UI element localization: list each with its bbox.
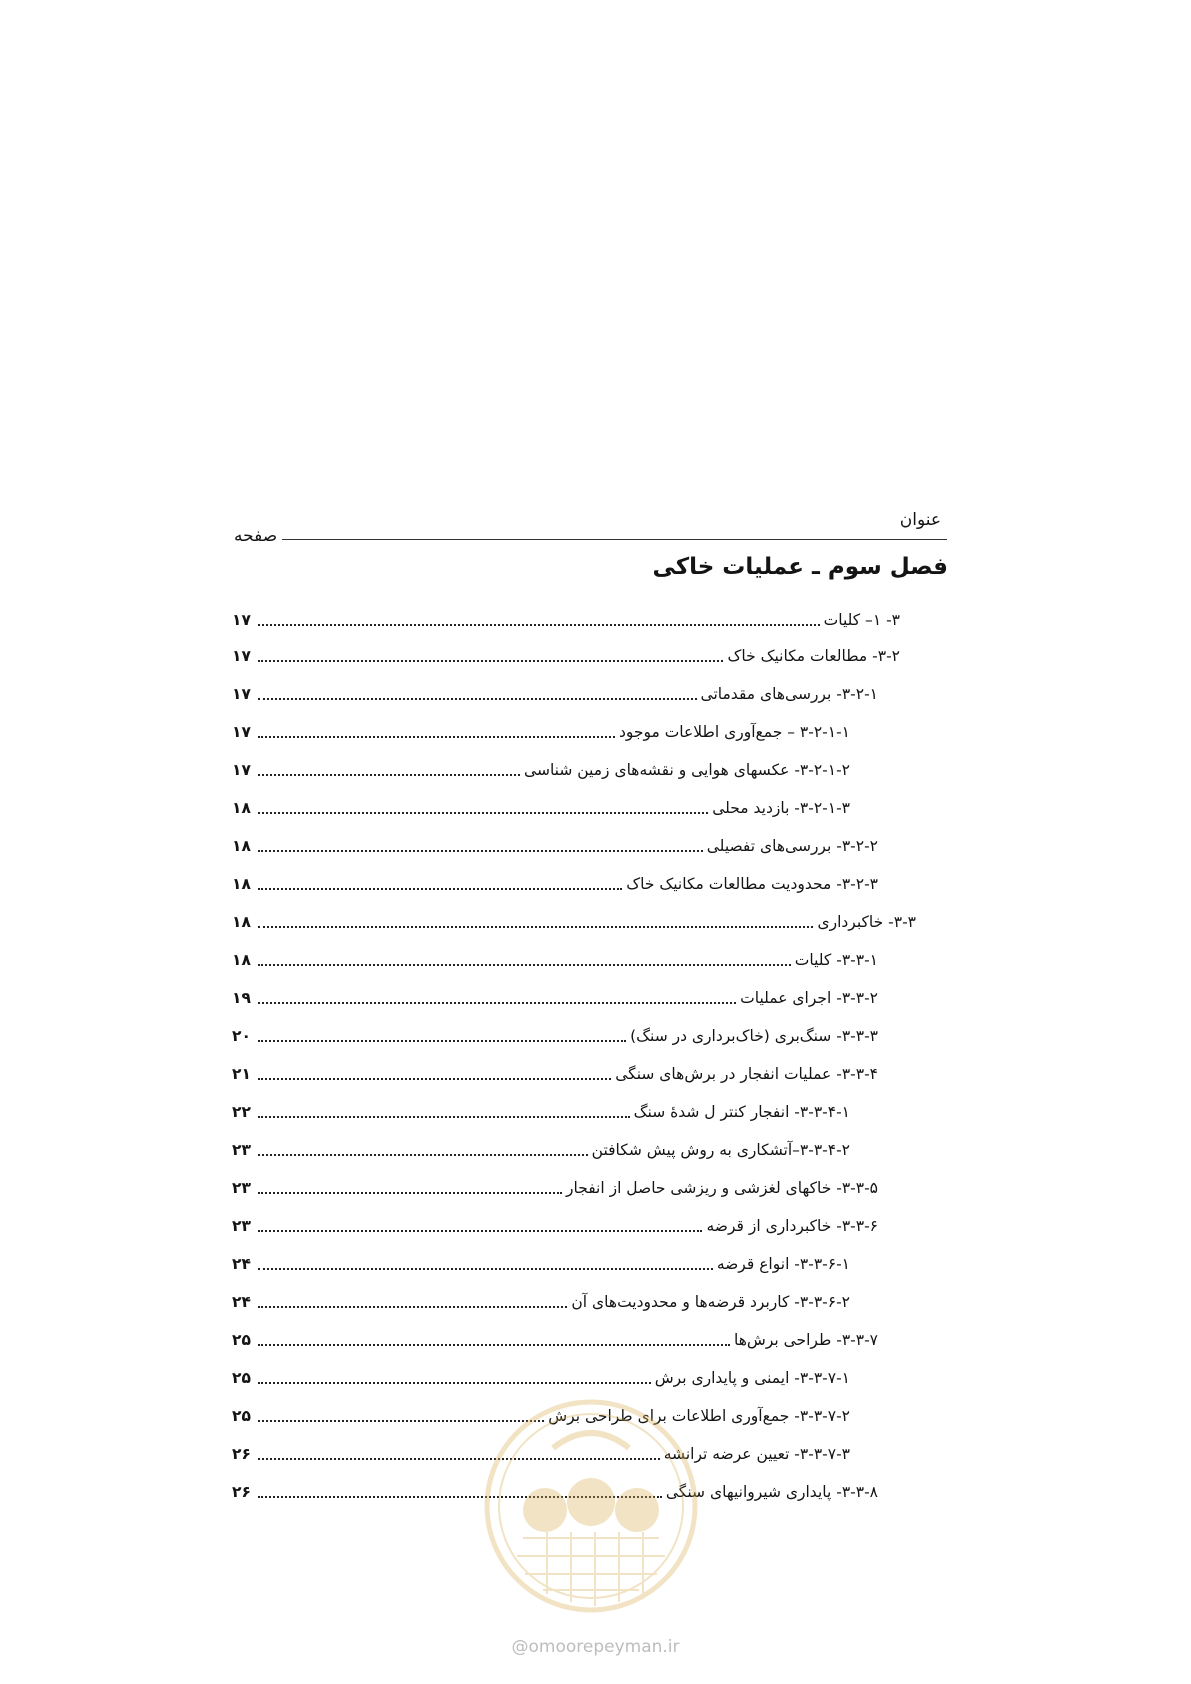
toc-leader-dots: [258, 887, 622, 890]
toc-entry-title: ۳-۳-۷- طراحی برش‌ها: [734, 1331, 878, 1349]
toc-leader-dots: [258, 623, 820, 626]
toc-entry-page: ۲۳: [232, 1141, 251, 1159]
toc-leader-dots: [258, 1229, 702, 1232]
toc-entry: [232, 1092, 850, 1122]
toc-leader-dots: [258, 1343, 730, 1346]
toc-entry: [232, 674, 878, 704]
toc-entry-page: ۲۴: [232, 1293, 251, 1311]
toc-entry: [232, 600, 900, 630]
toc-leader-dots: [258, 773, 520, 776]
header-page-label: صفحه: [234, 526, 278, 546]
toc-entry-page: ۲۰: [232, 1027, 251, 1045]
toc-entry-page: ۱۸: [232, 875, 251, 893]
toc-entry: [232, 788, 850, 818]
toc-leader-dots: [258, 1381, 651, 1384]
publisher-seal-icon: [483, 1398, 699, 1614]
toc-entry: [232, 940, 878, 970]
toc-entry-page: ۲۵: [232, 1331, 251, 1349]
toc-entry-title: ۳-۲- مطالعات مکانیک خاک: [727, 647, 900, 665]
toc-entry-title: ۳-۲-۱-۱ – جمع‌آوری اطلاعات موجود: [618, 723, 850, 741]
header-divider: [282, 539, 947, 540]
toc-entry: [232, 864, 878, 894]
toc-leader-dots: [258, 849, 703, 852]
toc-entry: [232, 978, 878, 1008]
toc-leader-dots: [258, 1305, 567, 1308]
toc-entry: [232, 902, 916, 932]
toc-entry-page: ۲۵: [232, 1407, 251, 1425]
toc-entry-page: ۱۷: [232, 685, 251, 703]
toc-entry-page: ۲۱: [232, 1065, 251, 1083]
toc-entry: [232, 1054, 878, 1084]
toc-entry-title: ۳-۳-۷-۱- ایمنی و پایداری برش: [654, 1369, 850, 1387]
toc-entry: [232, 636, 900, 666]
toc-entry-page: ۱۷: [232, 723, 251, 741]
toc-entry-title: ۳-۳-۷-۳- تعیین عرضه ترانشه: [663, 1445, 850, 1463]
toc-entry-page: ۱۷: [232, 611, 251, 629]
toc-entry: [232, 1016, 878, 1046]
toc-entry-page: ۱۸: [232, 951, 251, 969]
toc-entry-title: ۳-۳-۵- خاکهای لغزشی و ریزشی حاصل از انفجار: [565, 1179, 878, 1197]
toc-entry-title: ۳-۳-۱- کلیات: [794, 951, 878, 969]
toc-entry-page: ۱۸: [232, 799, 251, 817]
toc-entry-title: ۳-۲-۲- بررسی‌های تفصیلی: [706, 837, 878, 855]
toc-entry-page: ۱۸: [232, 837, 251, 855]
toc-entry-title: ۳-۳-۸- پایداری شیروانیهای سنگی: [665, 1483, 878, 1501]
toc-leader-dots: [258, 1153, 588, 1156]
toc-leader-dots: [258, 735, 615, 738]
header-title-label: عنوان: [899, 510, 941, 530]
toc-entry: [232, 1168, 878, 1198]
toc-leader-dots: [258, 1039, 626, 1042]
toc-entry: [232, 1358, 850, 1388]
toc-entry: [232, 1130, 850, 1160]
toc-entry-page: ۱۷: [232, 761, 251, 779]
toc-leader-dots: [258, 1191, 562, 1194]
toc-leader-dots: [258, 1267, 713, 1270]
toc-entry-page: ۲۳: [232, 1179, 251, 1197]
toc-entry: [232, 1320, 878, 1350]
chapter-title: فصل سوم ـ عملیات خاکی: [652, 554, 948, 580]
toc-entry-title: ۳-۳-۳- سنگ‌بری (خاک‌برداری در سنگ): [630, 1027, 878, 1045]
toc-entry: [232, 1282, 850, 1312]
toc-entry-page: ۲۵: [232, 1369, 251, 1387]
toc-entry-title: ۳-۳-۶-۱- انواع قرضه: [716, 1255, 850, 1273]
toc-leader-dots: [258, 811, 708, 814]
toc-leader-dots: [258, 659, 723, 662]
toc-entry-page: ۱۹: [232, 989, 251, 1007]
toc-entry-title: ۳-۲-۳- محدودیت مطالعات مکانیک خاک: [626, 875, 878, 893]
toc-entry-title: ۳-۲-۱-۲- عکسهای هوایی و نقشه‌های زمین شناسی: [524, 761, 850, 779]
toc-entry-title: ۳-۳- خاکبرداری: [817, 913, 916, 931]
toc-leader-dots: [258, 925, 813, 928]
toc-entry-title: ۳-۲-۱- بررسی‌های مقدماتی: [700, 685, 878, 703]
toc-entry-title: ۳-۳-۶- خاکبرداری از قرضه: [706, 1217, 878, 1235]
toc-leader-dots: [258, 1001, 736, 1004]
toc-entry-title: ۳- ۱– کلیات: [823, 611, 900, 629]
toc-entry-title: ۳-۳-۲- اجرای عملیات: [740, 989, 878, 1007]
toc-leader-dots: [258, 1115, 630, 1118]
toc-entry-page: ۲۶: [232, 1445, 251, 1463]
toc-entry-title: ۳-۳-۶-۲- کاربرد قرضه‌ها و محدودیت‌های آن: [571, 1293, 850, 1311]
toc-entry-page: ۲۲: [232, 1103, 251, 1121]
toc-entry-page: ۲۳: [232, 1217, 251, 1235]
toc-entry-page: ۲۴: [232, 1255, 251, 1273]
toc-leader-dots: [258, 697, 697, 700]
toc-entry: [232, 1206, 878, 1236]
toc-entry-title: ۳-۳-۴-۲–آتشکاری به روش پیش شکافتن: [591, 1141, 850, 1159]
toc-entry: [232, 750, 850, 780]
toc-leader-dots: [258, 1077, 611, 1080]
toc-leader-dots: [258, 963, 791, 966]
toc-entry-page: ۱۸: [232, 913, 251, 931]
toc-entry: [232, 1244, 850, 1274]
toc-entry-page: ۱۷: [232, 647, 251, 665]
toc-entry-title: ۳-۲-۱-۳- بازدید محلی: [712, 799, 850, 817]
toc-entry-page: ۲۶: [232, 1483, 251, 1501]
toc-entry-title: ۳-۳-۷-۲- جمع‌آوری اطلاعات برای طراحی برش: [548, 1407, 850, 1425]
toc-entry-title: ۳-۳-۴- عملیات انفجار در برش‌های سنگی: [615, 1065, 878, 1083]
toc-entry-title: ۳-۳-۴-۱- انفجار کنتر ل شدهٔ سنگ: [633, 1103, 850, 1121]
toc-entry: [232, 826, 878, 856]
watermark-site: @omoorepeyman.ir: [511, 1637, 680, 1657]
toc-entry: [232, 712, 850, 742]
